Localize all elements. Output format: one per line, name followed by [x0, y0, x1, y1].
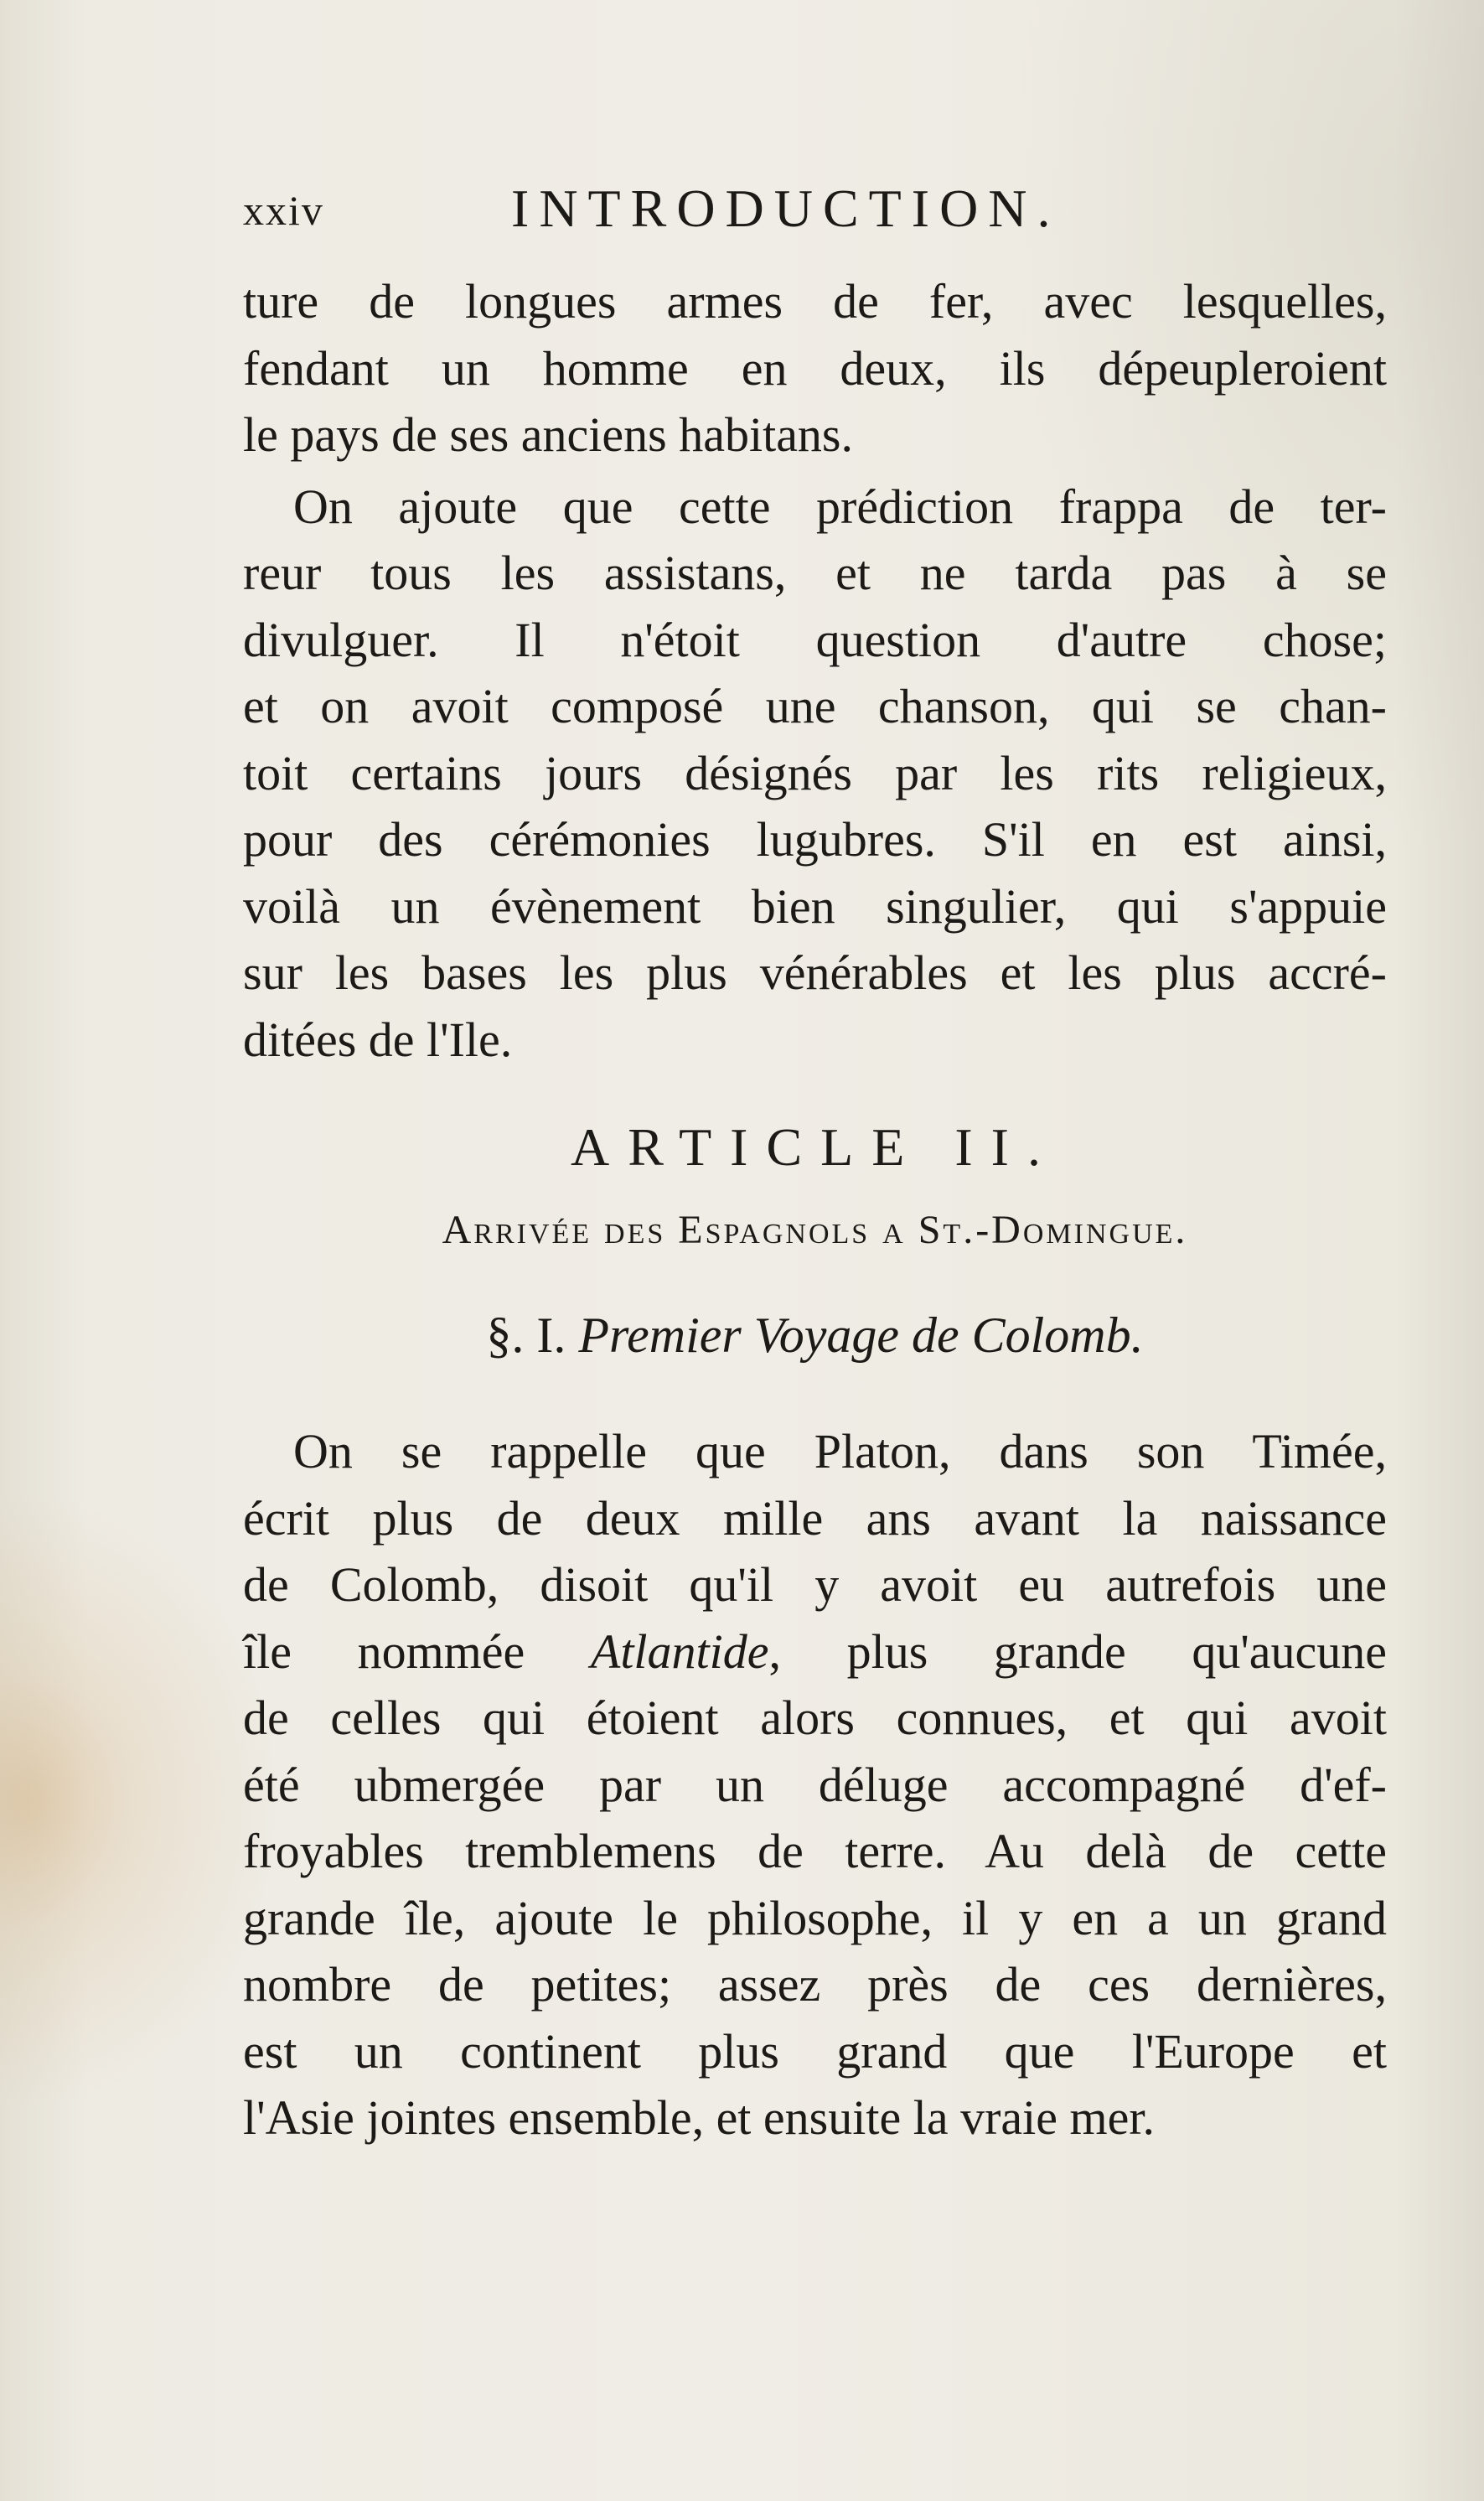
- text-line: divulguer. Il n'étoit question d'autre chose;: [243, 612, 1387, 667]
- text-line: froyables tremblemens de terre. Au delà de cette: [243, 1824, 1387, 1878]
- section-heading: [243, 1297, 1387, 1373]
- article-subheading: Arrivée des Espagnols a St.-Domingue.: [442, 1208, 1188, 1252]
- paragraph-prediction: [243, 474, 1387, 1074]
- text-line: ditées de l'Ile.: [243, 1012, 513, 1067]
- text-line: reur tous les assistans, et ne tarda pas à se: [243, 546, 1387, 600]
- text-line: [243, 1618, 1387, 1685]
- text-line: On se rappelle que Platon, dans son Timée,: [293, 1424, 1387, 1478]
- text-block: [243, 168, 1387, 2151]
- text-run: île nommée: [243, 1623, 591, 1679]
- text-line: pour des cérémonies lugubres. S'il en est ainsi,: [243, 812, 1387, 867]
- text-line: fendant un homme en deux, ils dépeupleroient: [243, 340, 1387, 396]
- text-line: toit certains jours désignés par les rits religieux,: [243, 745, 1387, 800]
- text-line: voilà un évènement bien singulier, qui s'appuie: [243, 878, 1387, 934]
- text-line: grande île, ajoute le philosophe, il y en a un grand: [243, 1890, 1387, 1945]
- section-number: §. I.: [486, 1307, 566, 1363]
- text-line: écrit plus de deux mille ans avant la naissance: [243, 1490, 1387, 1546]
- paragraph-continuation: [243, 268, 1387, 469]
- text-line: ture de longues armes de fer, avec lesquelles,: [243, 274, 1387, 329]
- text-line: le pays de ses anciens habitans.: [243, 407, 854, 462]
- running-title: INTRODUCTION.: [511, 179, 1061, 238]
- text-line: l'Asie jointes ensemble, et ensuite la vraie mer.: [243, 2090, 1155, 2145]
- text-line: été ubmergée par un déluge accompagné d'ef-: [243, 1757, 1387, 1812]
- text-line: nombre de petites; assez près de ces dernières,: [243, 1957, 1387, 2012]
- text-line: est un continent plus grand que l'Europe et: [243, 2023, 1387, 2079]
- text-line: On ajoute que cette prédiction frappa de ter-: [293, 479, 1387, 534]
- text-line: de Colomb, disoit qu'il y avoit eu autrefois une: [243, 1557, 1387, 1612]
- paragraph-platon: [243, 1418, 1387, 2151]
- text-run: , plus grande qu'aucune: [768, 1623, 1387, 1679]
- text-line: et on avoit composé une chanson, qui se chan-: [243, 679, 1387, 733]
- text-line: sur les bases les plus vénérables et les plus accré-: [243, 945, 1387, 1000]
- article-heading: ARTICLE II.: [571, 1117, 1059, 1177]
- page-header: [243, 168, 1387, 251]
- atlantide-italic: Atlantide: [590, 1623, 769, 1679]
- page-number: xxiv: [243, 187, 324, 234]
- section-title: Premier Voyage de Colomb.: [578, 1307, 1144, 1363]
- text-line: de celles qui étoient alors connues, et qui avoit: [243, 1691, 1387, 1745]
